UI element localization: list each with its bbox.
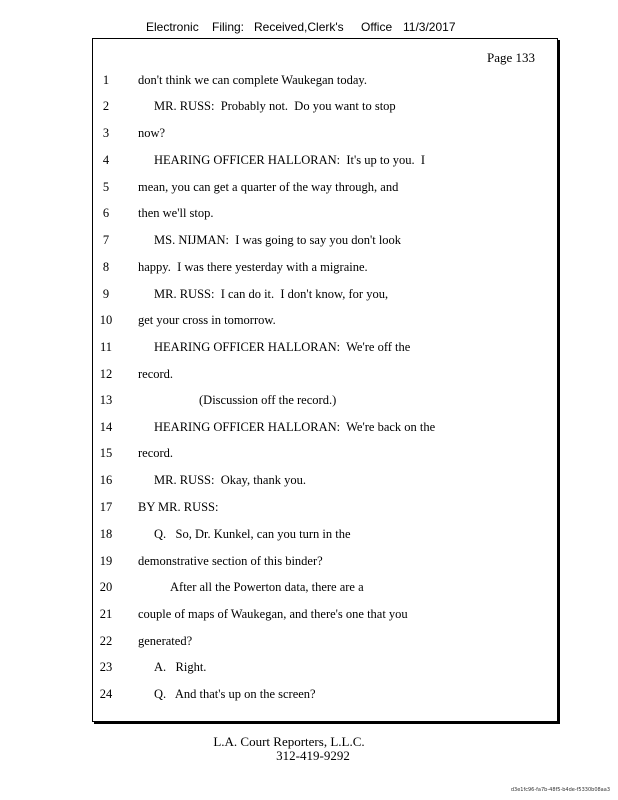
footer-company: L.A. Court Reporters, L.L.C. — [213, 734, 365, 749]
line-text: record. — [138, 446, 174, 460]
line-number: 12 — [99, 367, 113, 381]
header-office: Office — [361, 20, 393, 34]
line-text: now? — [138, 126, 166, 140]
line-number: 9 — [102, 287, 110, 301]
line-number: 15 — [99, 446, 113, 460]
line-text: After all the Powerton data, there are a — [170, 580, 364, 594]
line-number: 2 — [102, 99, 110, 113]
line-number: 17 — [99, 500, 113, 514]
line-number: 24 — [99, 687, 113, 701]
line-text: HEARING OFFICER HALLORAN: It's up to you. I — [154, 153, 426, 167]
line-text: demonstrative section of this binder? — [138, 554, 323, 568]
line-text: MR. RUSS: Okay, thank you. — [154, 473, 306, 487]
line-number: 3 — [102, 126, 110, 140]
line-number: 13 — [99, 393, 113, 407]
line-text: HEARING OFFICER HALLORAN: We're off the — [154, 340, 411, 354]
line-text: Q. So, Dr. Kunkel, can you turn in the — [154, 527, 351, 541]
line-number: 11 — [99, 340, 113, 354]
line-text: HEARING OFFICER HALLORAN: We're back on the — [154, 420, 436, 434]
line-number: 8 — [102, 260, 110, 274]
line-text: couple of maps of Waukegan, and there's one that you — [138, 607, 408, 621]
header-received: Received,Clerk's — [254, 20, 344, 34]
line-text: BY MR. RUSS: — [138, 500, 219, 514]
line-number: 21 — [99, 607, 113, 621]
page-number: Page 133 — [487, 50, 536, 65]
line-number: 22 — [99, 634, 113, 648]
filing-header — [0, 20, 618, 38]
line-text: MS. NIJMAN: I was going to say you don't look — [154, 233, 402, 247]
line-number: 1 — [102, 73, 110, 87]
line-number: 18 — [99, 527, 113, 541]
line-text: Q. And that's up on the screen? — [154, 687, 316, 701]
line-text: MR. RUSS: Probably not. Do you want to stop — [154, 99, 396, 113]
document-id: d3e1fc96-fa7b-48f5-b4de-f5330b08aa3 — [510, 787, 610, 793]
line-number: 7 — [102, 233, 110, 247]
line-text: don't think we can complete Waukegan today. — [138, 73, 367, 87]
line-text: get your cross in tomorrow. — [138, 313, 276, 327]
line-text: A. Right. — [154, 660, 207, 674]
line-number: 5 — [102, 180, 110, 194]
line-number: 14 — [99, 420, 113, 434]
line-text: then we'll stop. — [138, 206, 214, 220]
line-text: generated? — [138, 634, 193, 648]
line-number: 23 — [99, 660, 113, 674]
line-number: 20 — [99, 580, 113, 594]
line-number: 19 — [99, 554, 113, 568]
header-electronic: Electronic — [146, 20, 199, 34]
line-text: happy. I was there yesterday with a migraine. — [138, 260, 368, 274]
line-number: 4 — [102, 153, 110, 167]
line-text: mean, you can get a quarter of the way through, and — [138, 180, 399, 194]
header-filing: Filing: — [212, 20, 245, 34]
header-date: 11/3/2017 — [403, 20, 456, 34]
line-text: (Discussion off the record.) — [199, 393, 337, 407]
line-text: record. — [138, 367, 174, 381]
line-number: 16 — [99, 473, 113, 487]
line-text: MR. RUSS: I can do it. I don't know, for you, — [154, 287, 389, 301]
footer-phone: 312-419-9292 — [276, 748, 350, 763]
line-number: 6 — [102, 206, 110, 220]
line-number: 10 — [99, 313, 113, 327]
